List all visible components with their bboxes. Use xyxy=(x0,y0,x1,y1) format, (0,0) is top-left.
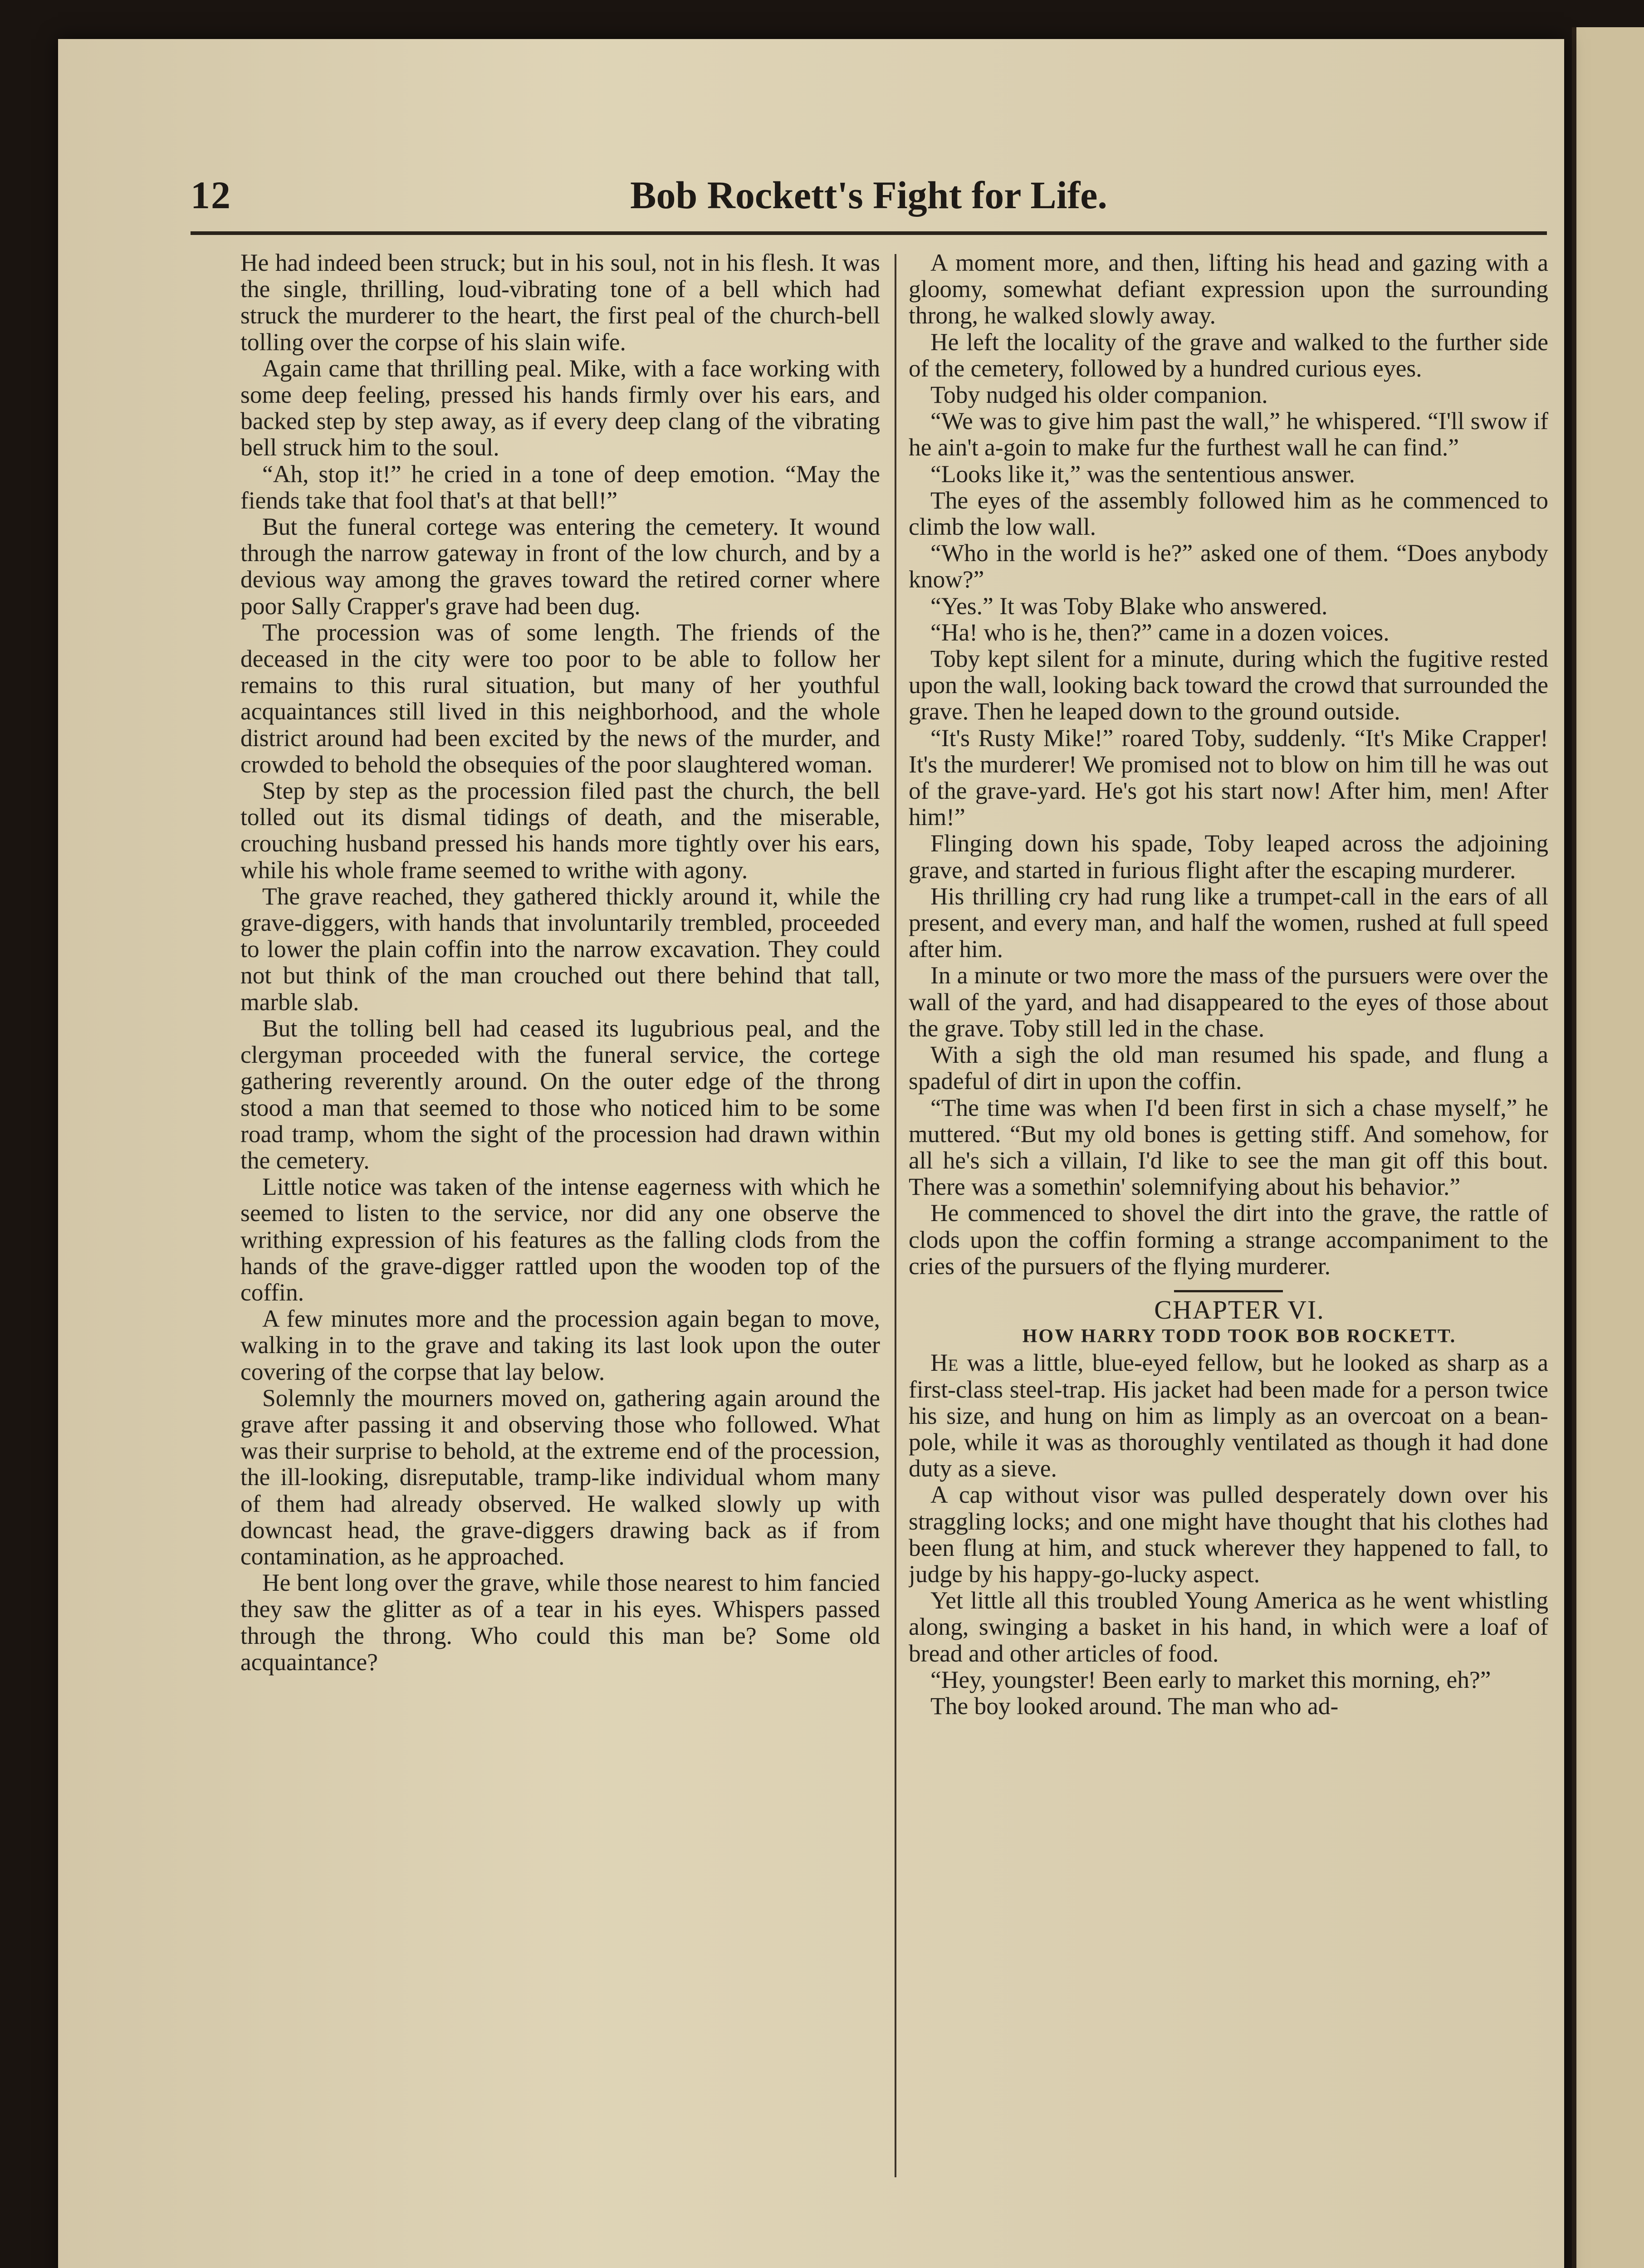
paragraph: “Looks like it,” was the sententious answer. xyxy=(930,460,1355,488)
paragraph: “The time was when I'd been first in sich a chase myself,” he muttered. “But my old bones is getting stiff. And somehow, for all he's sich a villain, I'd like to see the man git off this bout. There was a somethin' solemnifying about his behavior.” xyxy=(909,1094,1548,1201)
chapter-title: CHAPTER VI. xyxy=(1154,1295,1325,1325)
next-page-edge xyxy=(1572,27,1644,2268)
paragraph: “Ah, stop it!” he cried in a tone of deep emotion. “May the fiends take that fool that's at that bell!” xyxy=(240,460,880,514)
paragraph: His thrilling cry had rung like a trumpet-call in the ears of all present, and every man, and half the women, rushed at full speed after him. xyxy=(909,882,1548,963)
chapter-subtitle: HOW HARRY TODD TOOK BOB ROCKETT. xyxy=(1022,1326,1457,1347)
chapter-rule xyxy=(1174,1290,1283,1292)
paragraph: “We was to give him past the wall,” he whispered. “I'll swow if he ain't a-goin to make fur the furthest wall he can find.” xyxy=(909,407,1548,461)
column-divider xyxy=(895,254,896,2177)
paragraph: Solemnly the mourners moved on, gathering again around the grave after passing it and observing those who followed. What was their surprise to behold, at the extreme end of the procession, the ill-looking, disreputable, tramp-like individual whom many of them had already observed. He walked slowly up with downcast head, the grave-diggers drawing back as if from contamination, as he approached. xyxy=(240,1384,880,1570)
paragraph: “Ha! who is he, then?” came in a dozen voices. xyxy=(930,618,1390,646)
paragraph: He commenced to shovel the dirt into the grave, the rattle of clods upon the coffin forming a strange accompaniment to the cries of the pursuers of the flying murderer. xyxy=(909,1199,1548,1280)
paragraph: The boy looked around. The man who ad- xyxy=(930,1692,1339,1720)
left-column xyxy=(240,249,880,2214)
page-header xyxy=(191,172,1547,227)
header-rule xyxy=(191,231,1547,235)
paragraph: With a sigh the old man resumed his spade, and flung a spadeful of dirt in upon the coffin. xyxy=(909,1041,1548,1095)
paragraph: He had indeed been struck; but in his soul, not in his flesh. It was the single, thrilling, loud-vibrating tone of a bell which had struck the murderer to the heart, the first peal of the church-bell tolling over the corpse of his slain wife. xyxy=(240,249,880,356)
paragraph: He left the locality of the grave and walked to the further side of the cemetery, followed by a hundred curious eyes. xyxy=(909,328,1548,382)
paragraph: “It's Rusty Mike!” roared Toby, suddenly. “It's Mike Crapper! It's the murderer! We promised not to blow on him till he was out of the grave-yard. He's got his start now! After him, men! After him!” xyxy=(909,724,1548,831)
paragraph: In a minute or two more the mass of the pursuers were over the wall of the yard, and had disappeared to the eyes of those about the grave. Toby still led in the chase. xyxy=(909,962,1548,1042)
chapter-lead-text: was a little, blue-eyed fellow, but he looked as sharp as a first-class steel-trap. His jacket had been made for a person twice his size, and hung on him as limply as an overcoat on a bean-pole, while it was as thoroughly ventilated as though it had done duty as a sieve. xyxy=(909,1349,1548,1482)
paragraph: Yet little all this troubled Young America as he went whistling along, swinging a basket in his hand, in which were a loaf of bread and other articles of food. xyxy=(909,1587,1548,1667)
paragraph: “Yes.” It was Toby Blake who answered. xyxy=(930,592,1328,620)
paragraph xyxy=(909,1349,1548,1481)
paragraph: A few minutes more and the procession again began to move, walking in to the grave and taking its last look upon the outer covering of the corpse that lay below. xyxy=(240,1305,880,1385)
chapter-lead-word: He xyxy=(930,1349,959,1377)
page-number: 12 xyxy=(191,173,231,217)
paragraph: Toby kept silent for a minute, during which the fugitive rested upon the wall, looking back toward the crowd that surrounded the grave. Then he leaped down to the ground outside. xyxy=(909,645,1548,725)
paragraph: “Who in the world is he?” asked one of them. “Does anybody know?” xyxy=(909,539,1548,593)
paragraph: Toby nudged his older companion. xyxy=(930,381,1268,409)
paragraph: But the tolling bell had ceased its lugubrious peal, and the clergyman proceeded with the funeral service, the cortege gathering reverently around. On the outer edge of the throng stood a man that seemed to those who noticed him to be some road tramp, whom the sight of the procession had drawn within the cemetery. xyxy=(240,1014,880,1174)
paragraph: A cap without visor was pulled desperately down over his straggling locks; and one might have thought that his clothes had been flung at him, and stuck wherever they happened to fall, to judge by his happy-go-lucky aspect. xyxy=(909,1481,1548,1588)
paragraph: The procession was of some length. The friends of the deceased in the city were too poor to be able to follow her remains to this rural situation, but many of her youthful acquaintances still lived in this neighborhood, and the whole district around had been excited by the news of the murder, and crowded to behold the obsequies of the poor slaughtered woman. xyxy=(240,618,880,778)
paragraph: Again came that thrilling peal. Mike, with a face working with some deep feeling, pressed his hands firmly over his ears, and backed step by step away, as if every deep clang of the vibrating bell struck him to the soul. xyxy=(240,354,880,461)
running-title: Bob Rockett's Fight for Life. xyxy=(630,173,1107,217)
paragraph: But the funeral cortege was entering the cemetery. It wound through the narrow gateway in front of the low church, and by a devious way among the graves toward the retired corner where poor Sally Crapper's grave had been dug. xyxy=(240,513,880,620)
paragraph: Flinging down his spade, Toby leaped across the adjoining grave, and started in furious flight after the escaping murderer. xyxy=(909,830,1548,884)
paragraph: A moment more, and then, lifting his head and gazing with a gloomy, somewhat defiant expression upon the surrounding throng, he walked slowly away. xyxy=(909,249,1548,329)
paragraph: He bent long over the grave, while those nearest to him fancied they saw the glitter as of a tear in his eyes. Whispers passed through the throng. Who could this man be? Some old acquaintance? xyxy=(240,1569,880,1676)
paragraph: The eyes of the assembly followed him as he commenced to climb the low wall. xyxy=(909,486,1548,541)
paragraph: “Hey, youngster! Been early to market this morning, eh?” xyxy=(930,1666,1491,1693)
paragraph: Little notice was taken of the intense eagerness with which he seemed to listen to the service, nor did any one observe the writhing expression of his features as the falling clods from the hands of the grave-digger rattled upon the wooden top of the coffin. xyxy=(240,1173,880,1306)
paragraph: Step by step as the procession filed past the church, the bell tolled out its dismal tidings of death, and the miserable, crouching husband pressed his hands more tightly over his ears, while his whole frame seemed to writhe with agony. xyxy=(240,777,880,884)
paragraph: The grave reached, they gathered thickly around it, while the grave-diggers, with hands that involuntarily trembled, proceeded to lower the plain coffin into the narrow excavation. They could not but think of the man crouched out there behind that tall, marble slab. xyxy=(240,882,880,1016)
right-column xyxy=(909,249,1548,2214)
